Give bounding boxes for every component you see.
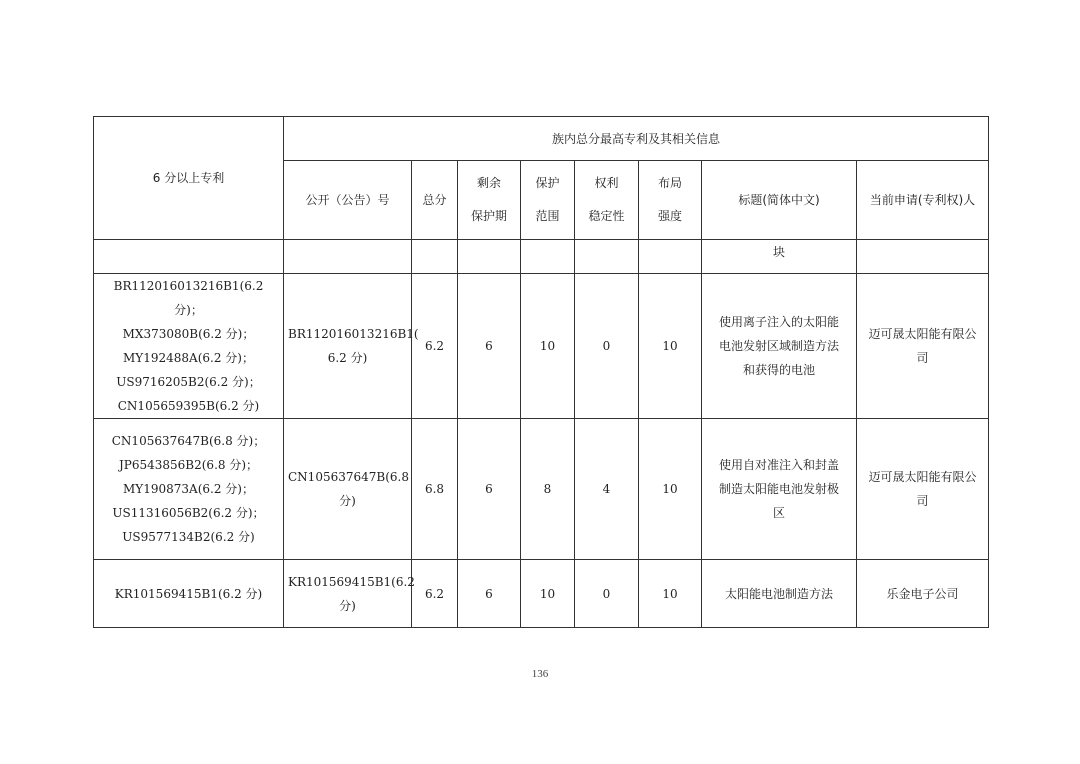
- table-row: [94, 560, 989, 628]
- total-score: 6.8: [412, 419, 458, 560]
- layout-strength: 10: [639, 419, 702, 560]
- remaining-term: 6: [458, 274, 521, 419]
- title-continuation: 块: [702, 240, 857, 274]
- patent-table: [93, 116, 989, 628]
- pub-no: CN105637647B(6.8 分): [284, 419, 412, 560]
- header-6-plus-patents: 6 分以上专利: [94, 117, 284, 240]
- patent-title: 使用自对准注入和封盖 制造太阳能电池发射极 区: [702, 419, 857, 560]
- col-header-layout-strength: 布局 强度: [639, 161, 702, 240]
- applicant: 乐金电子公司: [857, 560, 989, 628]
- rights-stability: 0: [575, 560, 639, 628]
- page-number: 136: [531, 668, 549, 680]
- remaining-term: 6: [458, 560, 521, 628]
- layout-strength: 10: [639, 274, 702, 419]
- remaining-term: 6: [458, 419, 521, 560]
- col-header-pub-no: 公开（公告）号: [284, 161, 412, 240]
- family-patents: KR101569415B1(6.2 分): [94, 560, 284, 628]
- pub-no: BR112016013216B1( 6.2 分): [284, 274, 412, 419]
- pub-no: KR101569415B1(6.2 分): [284, 560, 412, 628]
- protection-scope: 10: [521, 274, 575, 419]
- patent-title: 太阳能电池制造方法: [702, 560, 857, 628]
- header-family-top-patent-info: 族内总分最高专利及其相关信息: [284, 117, 989, 161]
- rights-stability: 0: [575, 274, 639, 419]
- col-header-stability: 权利 稳定性: [575, 161, 639, 240]
- family-patents: BR112016013216B1(6.2 分)； MX373080B(6.2 分)； MY192488A(6.2 分)； US9716205B2(6.2 分)； CN105659395B(6.2 分): [94, 274, 284, 419]
- protection-scope: 10: [521, 560, 575, 628]
- col-header-applicant: 当前申请(专利权)人: [857, 161, 989, 240]
- patent-title: 使用离子注入的太阳能 电池发射区域制造方法 和获得的电池: [702, 274, 857, 419]
- col-header-scope: 保护 范围: [521, 161, 575, 240]
- layout-strength: 10: [639, 560, 702, 628]
- rights-stability: 4: [575, 419, 639, 560]
- col-header-remaining-term: 剩余 保护期: [458, 161, 521, 240]
- continuation-row: [94, 240, 989, 274]
- table-row: [94, 274, 989, 419]
- total-score: 6.2: [412, 560, 458, 628]
- applicant: 迈可晟太阳能有限公 司: [857, 419, 989, 560]
- family-patents: CN105637647B(6.8 分)； JP6543856B2(6.8 分)； MY190873A(6.2 分)； US11316056B2(6.2 分)； US9577134B2(6.2 分): [94, 419, 284, 560]
- total-score: 6.2: [412, 274, 458, 419]
- col-header-total: 总分: [412, 161, 458, 240]
- col-header-title: 标题(简体中文): [702, 161, 857, 240]
- applicant: 迈可晟太阳能有限公 司: [857, 274, 989, 419]
- table-row: [94, 419, 989, 560]
- protection-scope: 8: [521, 419, 575, 560]
